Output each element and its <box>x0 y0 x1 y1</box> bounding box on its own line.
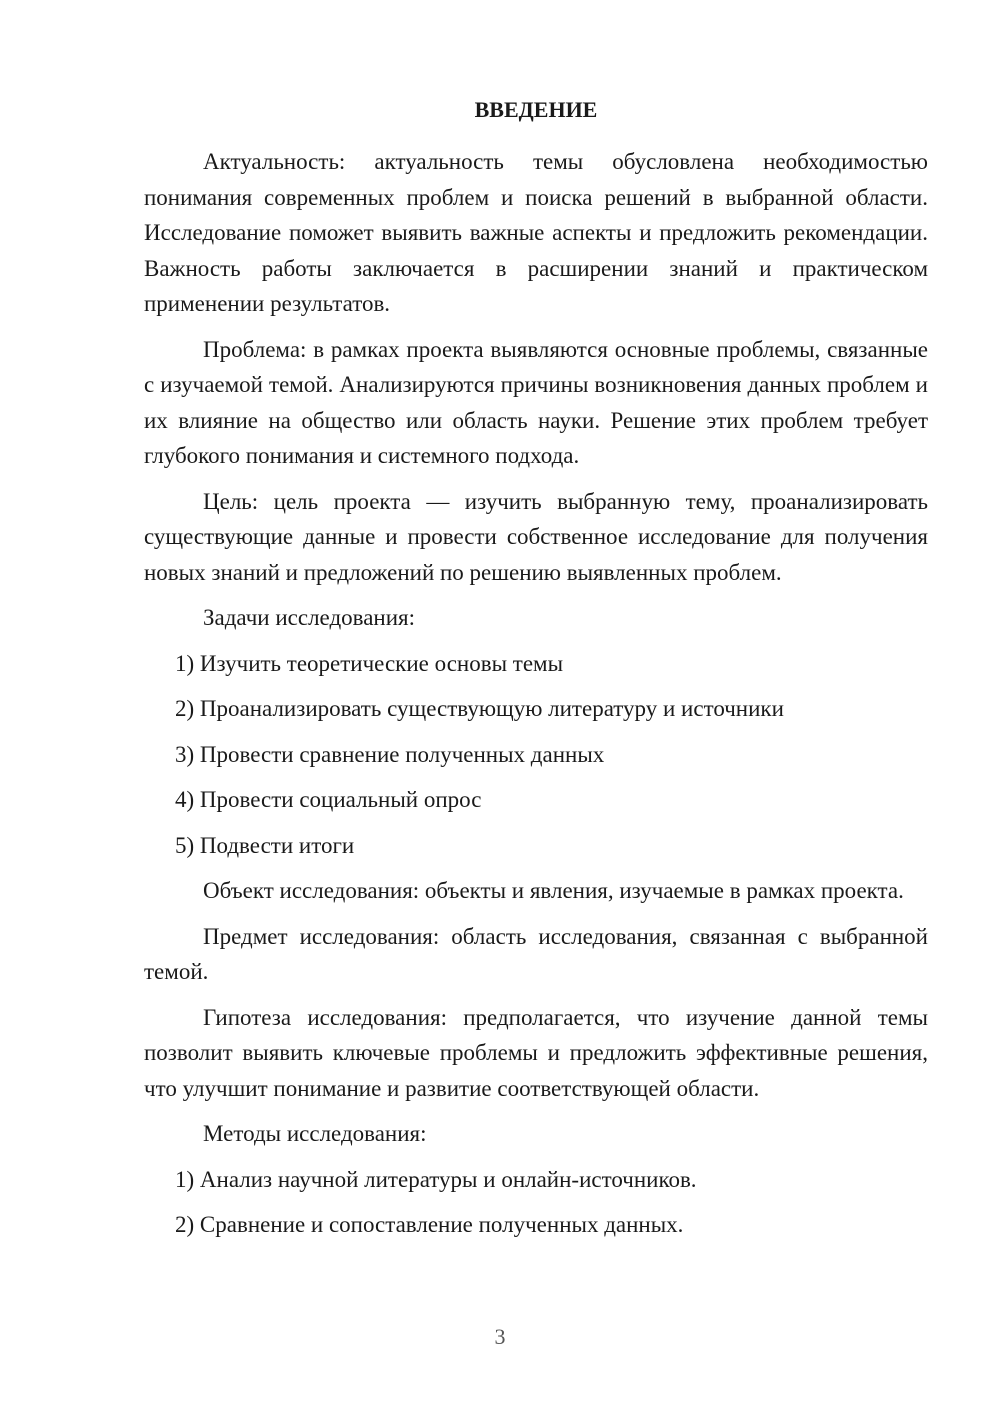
subject-paragraph: Предмет исследования: область исследования, связанная с выбранной темой. <box>144 923 928 984</box>
task-item: 3) Провести сравнение полученных данных <box>175 741 605 767</box>
page-number: 3 <box>494 1324 506 1349</box>
page-title: ВВЕДЕНИЕ <box>474 97 598 122</box>
hypothesis-paragraph: Гипотеза исследования: предполагается, что изучение данной темы позволит выявить ключевые проблемы и предложить эффективные решения, что улучшит понимание и развитие соответствующей области. <box>144 1004 928 1101</box>
methods-heading: Методы исследования: <box>203 1121 427 1146</box>
problem-paragraph: Проблема: в рамках проекта выявляются основные проблемы, связанные с изучаемой темой. Анализируются причины возникновения данных проблем и их влияние на общество или область науки. Решение этих проблем требует глубокого понимания и системного подхода. <box>144 336 928 468</box>
goal-paragraph: Цель: цель проекта — изучить выбранную тему, проанализировать существующие данные и провести собственное исследование для получения новых знаний и предложений по решению выявленных проблем. <box>144 488 928 585</box>
task-item: 4) Провести социальный опрос <box>175 787 482 812</box>
method-item: 2) Сравнение и сопоставление полученных данных. <box>175 1212 684 1237</box>
relevance-paragraph: Актуальность: актуальность темы обусловлена необходимостью понимания современных проблем и поиска решений в выбранной области. Исследование поможет выявить важные аспекты и предложить рекомендации. Важность работы заключается в расширении знаний и практическом применении результатов. <box>144 149 928 316</box>
object-paragraph: Объект исследования: объекты и явления, изучаемые в рамках проекта. <box>203 878 904 903</box>
document-page <box>144 94 928 1253</box>
task-item: 5) Подвести итоги <box>175 832 355 858</box>
task-item: 1) Изучить теоретические основы темы <box>175 650 564 676</box>
task-item: 2) Проанализировать существующую литературу и источники <box>175 696 784 721</box>
method-item: 1) Анализ научной литературы и онлайн-источников. <box>175 1166 697 1192</box>
tasks-heading: Задачи исследования: <box>203 605 416 630</box>
